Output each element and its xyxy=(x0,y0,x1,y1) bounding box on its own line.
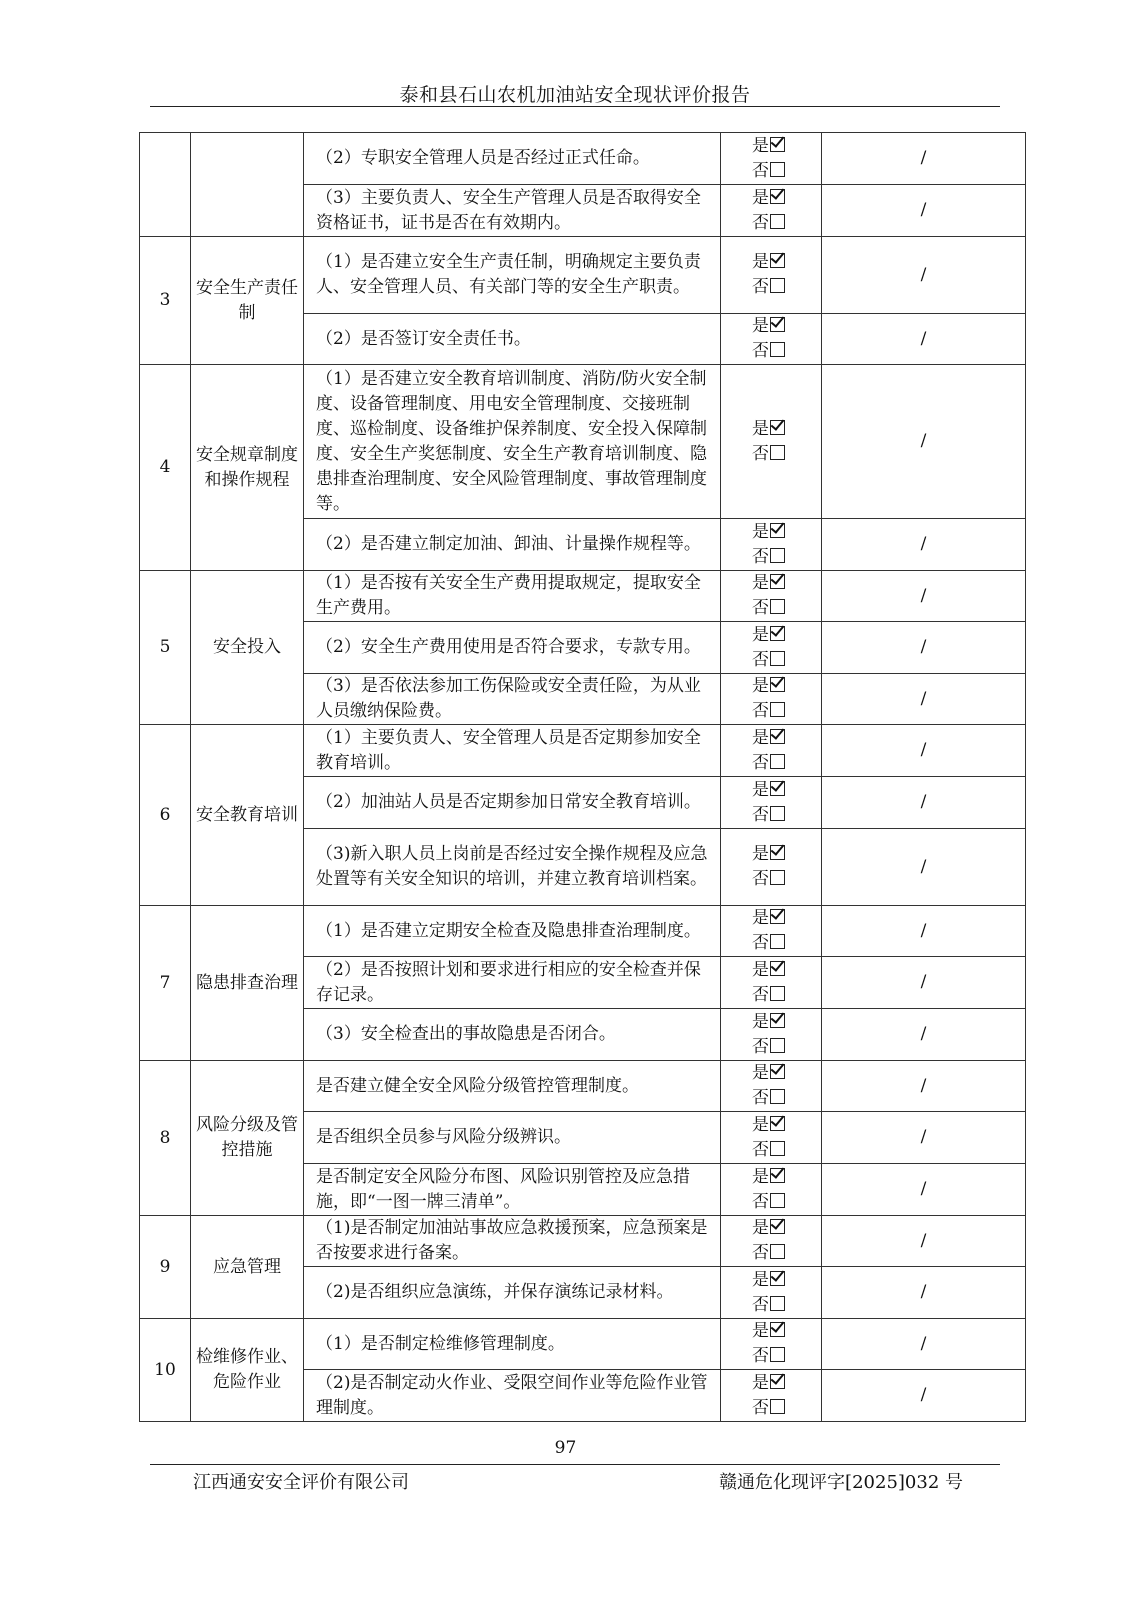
option-yes-label: 是 xyxy=(752,779,769,800)
checkbox-yes[interactable] xyxy=(770,574,785,589)
option-yes-label: 是 xyxy=(752,418,769,439)
option-yes xyxy=(752,1113,790,1138)
option-yes-label: 是 xyxy=(752,727,769,748)
option-yes xyxy=(752,250,790,275)
checkbox-no[interactable] xyxy=(770,445,785,460)
option-yes xyxy=(752,623,790,648)
option-no xyxy=(752,1086,790,1111)
option-yes-label: 是 xyxy=(752,1114,769,1135)
option-yes xyxy=(752,1268,790,1293)
option-no-label: 否 xyxy=(752,160,769,181)
option-no-label: 否 xyxy=(752,649,769,670)
checkbox-no[interactable] xyxy=(770,806,785,821)
inspection-content: （2）专职安全管理人员是否经过正式任命。 xyxy=(304,133,721,185)
option-no-label: 否 xyxy=(752,1088,769,1108)
item-number: 8 xyxy=(140,1061,191,1216)
checkbox-no[interactable] xyxy=(770,214,785,229)
checkbox-yes[interactable] xyxy=(770,1374,785,1389)
checkbox-no[interactable] xyxy=(770,1089,785,1104)
checkbox-yes[interactable] xyxy=(770,1219,785,1234)
option-no xyxy=(752,931,790,956)
remark: / xyxy=(822,674,1026,725)
inspection-content: （2)是否制定动火作业、受限空间作业等危险作业管理制度。 xyxy=(304,1370,721,1422)
checkbox-yes[interactable] xyxy=(770,137,785,152)
option-yes xyxy=(752,674,790,699)
footer-rule xyxy=(150,1464,1000,1465)
checkbox-yes[interactable] xyxy=(770,781,785,796)
remark: / xyxy=(822,1009,1026,1061)
checkbox-yes[interactable] xyxy=(770,729,785,744)
inspection-result xyxy=(721,1216,822,1267)
option-yes xyxy=(752,958,790,983)
option-yes xyxy=(752,417,790,442)
option-no xyxy=(752,1293,790,1318)
checkbox-no[interactable] xyxy=(770,870,785,885)
option-no-label: 否 xyxy=(752,933,769,953)
footer-company: 江西通安安全评价有限公司 xyxy=(193,1472,409,1493)
item-number: 5 xyxy=(140,571,191,725)
table-row xyxy=(140,365,1026,519)
checkbox-no[interactable] xyxy=(770,1038,785,1053)
checkbox-yes[interactable] xyxy=(770,1013,785,1028)
checkbox-no[interactable] xyxy=(770,1347,785,1362)
inspection-content: （1）是否制定检维修管理制度。 xyxy=(304,1319,721,1370)
header-rule xyxy=(150,106,1000,107)
option-no-label: 否 xyxy=(752,984,769,1005)
checkbox-no[interactable] xyxy=(770,1244,785,1259)
inspection-content: （3）安全检查出的事故隐患是否闭合。 xyxy=(304,1009,721,1061)
checkbox-yes[interactable] xyxy=(770,1322,785,1337)
remark: / xyxy=(822,237,1026,314)
inspection-result xyxy=(721,725,822,777)
option-no-label: 否 xyxy=(752,1191,769,1212)
checkbox-yes[interactable] xyxy=(770,1168,785,1183)
checkbox-no[interactable] xyxy=(770,1399,785,1414)
checkbox-yes[interactable] xyxy=(770,317,785,332)
remark: / xyxy=(822,777,1026,829)
inspection-result xyxy=(721,519,822,571)
inspection-result xyxy=(721,1370,822,1422)
option-yes-label: 是 xyxy=(752,1166,769,1187)
checkbox-no[interactable] xyxy=(770,548,785,563)
option-yes xyxy=(752,1216,790,1241)
inspection-result xyxy=(721,1061,822,1112)
option-no xyxy=(752,1344,790,1369)
inspection-result xyxy=(721,314,822,365)
option-no-label: 否 xyxy=(752,598,769,618)
checkbox-no[interactable] xyxy=(770,162,785,177)
remark: / xyxy=(822,725,1026,777)
table-row xyxy=(140,571,1026,622)
option-yes-label: 是 xyxy=(752,1321,769,1341)
footer-doc-number: 赣通危化现评字[2025]032 号 xyxy=(719,1472,963,1493)
option-yes-label: 是 xyxy=(752,844,769,864)
checkbox-yes[interactable] xyxy=(770,845,785,860)
inspection-result xyxy=(721,1009,822,1061)
inspection-result xyxy=(721,1112,822,1164)
item-number xyxy=(140,133,191,237)
option-no xyxy=(752,751,790,776)
checkbox-yes[interactable] xyxy=(770,626,785,641)
inspection-content: （1）是否建立安全生产责任制，明确规定主要负责人、安全管理人员、有关部门等的安全生产职责。 xyxy=(304,237,721,314)
option-yes xyxy=(752,314,790,339)
option-no xyxy=(752,983,790,1008)
checkbox-no[interactable] xyxy=(770,754,785,769)
inspection-result xyxy=(721,777,822,829)
option-no-label: 否 xyxy=(752,212,769,233)
inspection-project: 安全教育培训 xyxy=(191,725,304,906)
checkbox-yes[interactable] xyxy=(770,1271,785,1286)
checkbox-no[interactable] xyxy=(770,651,785,666)
remark: / xyxy=(822,1061,1026,1112)
checkbox-yes[interactable] xyxy=(770,677,785,692)
inspection-result xyxy=(721,1164,822,1216)
inspection-content: （2）加油站人员是否定期参加日常安全教育培训。 xyxy=(304,777,721,829)
option-yes-label: 是 xyxy=(752,908,769,928)
option-yes-label: 是 xyxy=(752,521,769,542)
inspection-project: 安全规章制度和操作规程 xyxy=(191,365,304,571)
option-yes xyxy=(752,842,790,867)
inspection-result xyxy=(721,829,822,906)
checkbox-no[interactable] xyxy=(770,1141,785,1156)
option-no xyxy=(752,275,790,300)
option-no xyxy=(752,648,790,673)
option-yes-label: 是 xyxy=(752,1372,769,1393)
inspection-content: （1）是否按有关安全生产费用提取规定，提取安全生产费用。 xyxy=(304,571,721,622)
option-no-label: 否 xyxy=(752,1139,769,1160)
option-yes xyxy=(752,571,790,596)
checkbox-yes[interactable] xyxy=(770,1064,785,1079)
option-yes xyxy=(752,1010,790,1035)
option-no xyxy=(752,1190,790,1215)
remark: / xyxy=(822,519,1026,571)
remark: / xyxy=(822,1267,1026,1319)
option-yes-label: 是 xyxy=(752,1063,769,1083)
table-row xyxy=(140,1061,1026,1112)
option-yes xyxy=(752,134,790,159)
remark: / xyxy=(822,906,1026,957)
remark: / xyxy=(822,957,1026,1009)
inspection-content: （3）是否依法参加工伤保险或安全责任险，为从业人员缴纳保险费。 xyxy=(304,674,721,725)
inspection-project: 隐患排查治理 xyxy=(191,906,304,1061)
inspection-content: （3）主要负责人、安全生产管理人员是否取得安全资格证书，证书是否在有效期内。 xyxy=(304,185,721,237)
option-yes xyxy=(752,1319,790,1344)
inspection-content: （2）是否签订安全责任书。 xyxy=(304,314,721,365)
inspection-result xyxy=(721,957,822,1009)
option-no-label: 否 xyxy=(752,701,769,721)
inspection-content: （3)新入职人员上岗前是否经过安全操作规程及应急处置等有关安全知识的培训，并建立教育培训档案。 xyxy=(304,829,721,906)
inspection-project: 检维修作业、危险作业 xyxy=(191,1319,304,1422)
option-no xyxy=(752,545,790,570)
option-no-label: 否 xyxy=(752,443,769,464)
inspection-content: （2）是否建立制定加油、卸油、计量操作规程等。 xyxy=(304,519,721,571)
table-row xyxy=(140,1319,1026,1370)
remark: / xyxy=(822,622,1026,674)
checklist-table-body xyxy=(140,133,1026,1422)
option-no-label: 否 xyxy=(752,1036,769,1057)
option-no-label: 否 xyxy=(752,869,769,889)
inspection-result xyxy=(721,906,822,957)
checkbox-no[interactable] xyxy=(770,278,785,293)
remark: / xyxy=(822,1370,1026,1422)
inspection-content: （1）是否建立定期安全检查及隐患排查治理制度。 xyxy=(304,906,721,957)
inspection-content: （2）是否按照计划和要求进行相应的安全检查并保存记录。 xyxy=(304,957,721,1009)
remark: / xyxy=(822,314,1026,365)
inspection-content: （1）是否建立安全教育培训制度、消防/防火安全制度、设备管理制度、用电安全管理制度、交接班制度、巡检制度、设备维护保养制度、安全投入保障制度、安全生产奖惩制度、安全生产教育培训制度、隐患排查治理制度、安全风险管理制度、事故管理制度等。 xyxy=(304,365,721,519)
inspection-content: 是否制定安全风险分布图、风险识别管控及应急措施，即“一图一牌三清单”。 xyxy=(304,1164,721,1216)
checkbox-yes[interactable] xyxy=(770,1116,785,1131)
remark: / xyxy=(822,571,1026,622)
option-yes-label: 是 xyxy=(752,252,769,272)
checkbox-no[interactable] xyxy=(770,986,785,1001)
inspection-result xyxy=(721,622,822,674)
option-no-label: 否 xyxy=(752,1243,769,1263)
option-no-label: 否 xyxy=(752,1397,769,1418)
item-number: 3 xyxy=(140,237,191,365)
table-row xyxy=(140,725,1026,777)
option-yes xyxy=(752,520,790,545)
checkbox-no[interactable] xyxy=(770,934,785,949)
table-row xyxy=(140,133,1026,185)
item-number: 9 xyxy=(140,1216,191,1319)
item-number: 7 xyxy=(140,906,191,1061)
remark: / xyxy=(822,1216,1026,1267)
option-no-label: 否 xyxy=(752,277,769,297)
checkbox-yes[interactable] xyxy=(770,961,785,976)
option-yes-label: 是 xyxy=(752,187,769,208)
checkbox-yes[interactable] xyxy=(770,523,785,538)
option-yes-label: 是 xyxy=(752,959,769,980)
option-yes xyxy=(752,778,790,803)
inspection-result xyxy=(721,185,822,237)
checkbox-yes[interactable] xyxy=(770,253,785,268)
option-no xyxy=(752,867,790,892)
inspection-project xyxy=(191,133,304,237)
option-no xyxy=(752,1035,790,1060)
option-no xyxy=(752,803,790,828)
table-row xyxy=(140,237,1026,314)
remark: / xyxy=(822,1112,1026,1164)
option-no xyxy=(752,1241,790,1266)
option-yes-label: 是 xyxy=(752,1011,769,1032)
inspection-content: （1)是否制定加油站事故应急救援预案，应急预案是否按要求进行备案。 xyxy=(304,1216,721,1267)
option-yes-label: 是 xyxy=(752,1269,769,1290)
inspection-content: 是否组织全员参与风险分级辨识。 xyxy=(304,1112,721,1164)
inspection-content: （1）主要负责人、安全管理人员是否定期参加安全教育培训。 xyxy=(304,725,721,777)
checkbox-no[interactable] xyxy=(770,342,785,357)
remark: / xyxy=(822,829,1026,906)
option-yes xyxy=(752,186,790,211)
inspection-result xyxy=(721,1319,822,1370)
option-yes-label: 是 xyxy=(752,1218,769,1238)
option-no xyxy=(752,159,790,184)
inspection-result xyxy=(721,365,822,519)
checkbox-yes[interactable] xyxy=(770,420,785,435)
item-number: 10 xyxy=(140,1319,191,1422)
option-no-label: 否 xyxy=(752,546,769,567)
checkbox-yes[interactable] xyxy=(770,189,785,204)
item-number: 6 xyxy=(140,725,191,906)
header-title: 泰和县石山农机加油站安全现状评价报告 xyxy=(399,84,751,106)
option-no-label: 否 xyxy=(752,752,769,773)
table-row xyxy=(140,906,1026,957)
option-no-label: 否 xyxy=(752,1294,769,1315)
checkbox-yes[interactable] xyxy=(770,909,785,924)
option-no xyxy=(752,596,790,621)
inspection-result xyxy=(721,237,822,314)
option-yes xyxy=(752,1165,790,1190)
inspection-result xyxy=(721,133,822,185)
checkbox-no[interactable] xyxy=(770,599,785,614)
item-number: 4 xyxy=(140,365,191,571)
option-yes-label: 是 xyxy=(752,135,769,156)
option-yes-label: 是 xyxy=(752,573,769,593)
option-no-label: 否 xyxy=(752,1346,769,1366)
option-no-label: 否 xyxy=(752,804,769,825)
option-no xyxy=(752,1396,790,1421)
remark: / xyxy=(822,1164,1026,1216)
inspection-content: （2)是否组织应急演练，并保存演练记录材料。 xyxy=(304,1267,721,1319)
option-no-label: 否 xyxy=(752,341,769,361)
remark: / xyxy=(822,1319,1026,1370)
checklist-table xyxy=(139,132,1026,1422)
inspection-project: 风险分级及管控措施 xyxy=(191,1061,304,1216)
page-number: 97 xyxy=(554,1438,577,1458)
checkbox-no[interactable] xyxy=(770,1193,785,1208)
option-yes xyxy=(752,1371,790,1396)
option-yes xyxy=(752,906,790,931)
inspection-result xyxy=(721,1267,822,1319)
checkbox-no[interactable] xyxy=(770,702,785,717)
inspection-project: 安全生产责任制 xyxy=(191,237,304,365)
inspection-result xyxy=(721,571,822,622)
inspection-content: 是否建立健全安全风险分级管控管理制度。 xyxy=(304,1061,721,1112)
option-no xyxy=(752,1138,790,1163)
option-yes xyxy=(752,1061,790,1086)
inspection-project: 安全投入 xyxy=(191,571,304,725)
remark: / xyxy=(822,185,1026,237)
option-yes xyxy=(752,726,790,751)
inspection-project: 应急管理 xyxy=(191,1216,304,1319)
inspection-content: （2）安全生产费用使用是否符合要求，专款专用。 xyxy=(304,622,721,674)
option-yes-label: 是 xyxy=(752,676,769,696)
checkbox-no[interactable] xyxy=(770,1296,785,1311)
option-no xyxy=(752,699,790,724)
remark: / xyxy=(822,133,1026,185)
remark: / xyxy=(822,365,1026,519)
option-no xyxy=(752,211,790,236)
option-no xyxy=(752,442,790,467)
option-no xyxy=(752,339,790,364)
table-row xyxy=(140,1216,1026,1267)
option-yes-label: 是 xyxy=(752,316,769,336)
option-yes-label: 是 xyxy=(752,624,769,645)
inspection-result xyxy=(721,674,822,725)
